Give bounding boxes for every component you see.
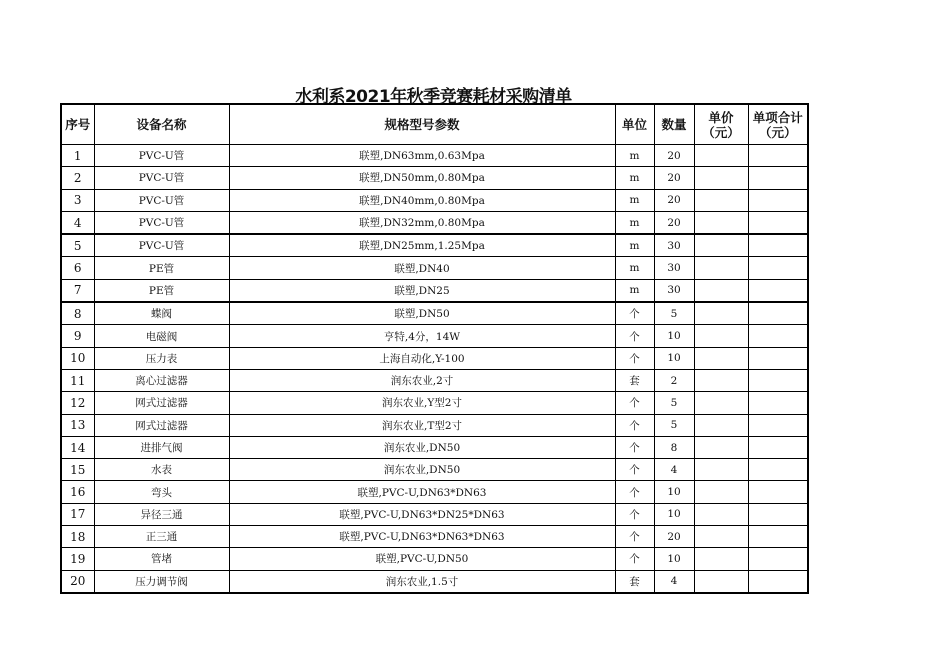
cell-quantity[interactable]: 10 [654, 325, 694, 347]
cell-unit-price[interactable] [694, 570, 748, 593]
cell-index[interactable]: 19 [61, 548, 94, 570]
cell-subtotal[interactable] [748, 257, 808, 279]
table-row [61, 392, 808, 414]
cell-index[interactable]: 14 [61, 436, 94, 458]
cell-unit-price[interactable] [694, 548, 748, 570]
cell-unit-price[interactable] [694, 414, 748, 436]
cell-subtotal[interactable] [748, 414, 808, 436]
cell-quantity[interactable]: 10 [654, 548, 694, 570]
cell-index[interactable]: 15 [61, 459, 94, 481]
cell-unit-price[interactable] [694, 234, 748, 257]
cell-quantity[interactable]: 10 [654, 503, 694, 525]
cell-name[interactable]: 压力表 [94, 347, 229, 369]
cell-subtotal[interactable] [748, 481, 808, 503]
cell-subtotal[interactable] [748, 459, 808, 481]
cell-spec[interactable]: 联塑,PVC-U,DN63*DN63*DN63 [229, 526, 615, 548]
cell-quantity[interactable]: 10 [654, 347, 694, 369]
cell-spec[interactable]: 润东农业,Y型2寸 [229, 392, 615, 414]
cell-quantity[interactable]: 20 [654, 167, 694, 189]
cell-subtotal[interactable] [748, 302, 808, 325]
cell-unit[interactable]: 套 [615, 570, 654, 593]
cell-spec[interactable]: 联塑,DN32mm,0.80Mpa [229, 211, 615, 234]
table-row [61, 257, 808, 279]
cell-subtotal[interactable] [748, 526, 808, 548]
cell-spec[interactable]: 润东农业,DN50 [229, 459, 615, 481]
cell-quantity[interactable]: 20 [654, 189, 694, 211]
cell-spec[interactable]: 联塑,DN63mm,0.63Mpa [229, 145, 615, 167]
cell-subtotal[interactable] [748, 503, 808, 525]
cell-quantity[interactable]: 5 [654, 302, 694, 325]
cell-subtotal[interactable] [748, 279, 808, 302]
cell-subtotal[interactable] [748, 436, 808, 458]
cell-spec[interactable]: 联塑,DN40mm,0.80Mpa [229, 189, 615, 211]
cell-subtotal[interactable] [748, 347, 808, 369]
cell-index[interactable]: 6 [61, 257, 94, 279]
cell-subtotal[interactable] [748, 325, 808, 347]
cell-name[interactable]: 进排气阀 [94, 436, 229, 458]
cell-name[interactable]: PVC-U管 [94, 211, 229, 234]
table-row [61, 459, 808, 481]
cell-spec[interactable]: 联塑,DN50 [229, 302, 615, 325]
table-row [61, 548, 808, 570]
cell-index[interactable]: 8 [61, 302, 94, 325]
header-spec: 规格型号参数 [229, 104, 615, 145]
table-row [61, 414, 808, 436]
cell-unit-price[interactable] [694, 459, 748, 481]
cell-unit[interactable]: 个 [615, 548, 654, 570]
cell-unit-price[interactable] [694, 503, 748, 525]
cell-subtotal[interactable] [748, 570, 808, 593]
cell-spec[interactable]: 润东农业,T型2寸 [229, 414, 615, 436]
cell-index[interactable]: 3 [61, 189, 94, 211]
cell-spec[interactable]: 联塑,PVC-U,DN63*DN63 [229, 481, 615, 503]
cell-name[interactable]: PVC-U管 [94, 189, 229, 211]
table-row [61, 211, 808, 234]
cell-unit-price[interactable] [694, 279, 748, 302]
cell-quantity[interactable]: 30 [654, 234, 694, 257]
cell-unit[interactable]: m [615, 234, 654, 257]
cell-index[interactable]: 13 [61, 414, 94, 436]
header-index: 序号 [61, 104, 94, 145]
cell-name[interactable]: 正三通 [94, 526, 229, 548]
table-row [61, 325, 808, 347]
cell-index[interactable]: 1 [61, 145, 94, 167]
cell-unit-price[interactable] [694, 167, 748, 189]
cell-unit[interactable]: 个 [615, 302, 654, 325]
cell-index[interactable]: 18 [61, 526, 94, 548]
cell-subtotal[interactable] [748, 211, 808, 234]
cell-name[interactable]: PVC-U管 [94, 167, 229, 189]
cell-index[interactable]: 17 [61, 503, 94, 525]
cell-unit-price[interactable] [694, 436, 748, 458]
cell-unit[interactable]: m [615, 189, 654, 211]
cell-name[interactable]: 网式过滤器 [94, 392, 229, 414]
cell-unit[interactable]: 个 [615, 325, 654, 347]
cell-name[interactable]: 水表 [94, 459, 229, 481]
cell-subtotal[interactable] [748, 392, 808, 414]
cell-name[interactable]: 网式过滤器 [94, 414, 229, 436]
cell-spec[interactable]: 润东农业,2寸 [229, 369, 615, 391]
cell-index[interactable]: 2 [61, 167, 94, 189]
cell-quantity[interactable]: 30 [654, 257, 694, 279]
cell-name[interactable]: 蝶阀 [94, 302, 229, 325]
table-row [61, 503, 808, 525]
cell-subtotal[interactable] [748, 167, 808, 189]
cell-unit[interactable]: 个 [615, 347, 654, 369]
cell-spec[interactable]: 润东农业,DN50 [229, 436, 615, 458]
table-row [61, 302, 808, 325]
cell-unit[interactable]: 个 [615, 414, 654, 436]
cell-name[interactable]: 管堵 [94, 548, 229, 570]
cell-quantity[interactable]: 20 [654, 211, 694, 234]
cell-unit[interactable]: 个 [615, 503, 654, 525]
cell-unit-price[interactable] [694, 257, 748, 279]
cell-index[interactable]: 11 [61, 369, 94, 391]
cell-unit-price[interactable] [694, 369, 748, 391]
cell-name[interactable]: PVC-U管 [94, 234, 229, 257]
cell-spec[interactable]: 联塑,PVC-U,DN50 [229, 548, 615, 570]
cell-quantity[interactable]: 2 [654, 369, 694, 391]
table-row [61, 570, 808, 593]
cell-index[interactable]: 7 [61, 279, 94, 302]
cell-quantity[interactable]: 30 [654, 279, 694, 302]
cell-unit[interactable]: 个 [615, 526, 654, 548]
cell-unit-price[interactable] [694, 211, 748, 234]
cell-quantity[interactable]: 5 [654, 414, 694, 436]
cell-quantity[interactable]: 10 [654, 481, 694, 503]
cell-subtotal[interactable] [748, 145, 808, 167]
cell-subtotal[interactable] [748, 548, 808, 570]
purchase-table [60, 103, 809, 594]
cell-quantity[interactable]: 4 [654, 570, 694, 593]
cell-unit[interactable]: 个 [615, 459, 654, 481]
cell-name[interactable]: 离心过滤器 [94, 369, 229, 391]
header-unit-price: 单价（元） [694, 104, 748, 145]
table-row [61, 369, 808, 391]
cell-subtotal[interactable] [748, 369, 808, 391]
table-row [61, 167, 808, 189]
cell-name[interactable]: PE管 [94, 279, 229, 302]
cell-quantity[interactable]: 20 [654, 145, 694, 167]
table-row [61, 526, 808, 548]
cell-name[interactable]: PE管 [94, 257, 229, 279]
cell-name[interactable]: 异径三通 [94, 503, 229, 525]
cell-name[interactable]: PVC-U管 [94, 145, 229, 167]
table-row [61, 234, 808, 257]
table-row [61, 279, 808, 302]
cell-quantity[interactable]: 4 [654, 459, 694, 481]
cell-index[interactable]: 12 [61, 392, 94, 414]
table-row [61, 189, 808, 211]
cell-unit[interactable]: 个 [615, 436, 654, 458]
cell-index[interactable]: 4 [61, 211, 94, 234]
cell-unit[interactable]: m [615, 257, 654, 279]
cell-quantity[interactable]: 8 [654, 436, 694, 458]
cell-index[interactable]: 9 [61, 325, 94, 347]
cell-unit-price[interactable] [694, 325, 748, 347]
cell-quantity[interactable]: 20 [654, 526, 694, 548]
cell-spec[interactable]: 联塑,DN40 [229, 257, 615, 279]
table-row [61, 436, 808, 458]
cell-unit-price[interactable] [694, 526, 748, 548]
cell-spec[interactable]: 亨特,4分，14W [229, 325, 615, 347]
header-unit: 单位 [615, 104, 654, 145]
cell-unit[interactable]: m [615, 145, 654, 167]
cell-quantity[interactable]: 5 [654, 392, 694, 414]
cell-index[interactable]: 16 [61, 481, 94, 503]
header-subtotal: 单项合计（元） [748, 104, 808, 145]
cell-index[interactable]: 5 [61, 234, 94, 257]
cell-unit-price[interactable] [694, 347, 748, 369]
cell-unit[interactable]: 套 [615, 369, 654, 391]
cell-index[interactable]: 10 [61, 347, 94, 369]
cell-unit[interactable]: m [615, 211, 654, 234]
header-quantity: 数量 [654, 104, 694, 145]
cell-spec[interactable]: 联塑,PVC-U,DN63*DN25*DN63 [229, 503, 615, 525]
header-name: 设备名称 [94, 104, 229, 145]
cell-spec[interactable]: 联塑,DN50mm,0.80Mpa [229, 167, 615, 189]
cell-subtotal[interactable] [748, 234, 808, 257]
cell-unit[interactable]: 个 [615, 481, 654, 503]
table-row [61, 481, 808, 503]
table-row [61, 145, 808, 167]
cell-index[interactable]: 20 [61, 570, 94, 593]
cell-name[interactable]: 压力调节阀 [94, 570, 229, 593]
cell-name[interactable]: 电磁阀 [94, 325, 229, 347]
cell-unit-price[interactable] [694, 302, 748, 325]
cell-unit[interactable]: 个 [615, 392, 654, 414]
cell-spec[interactable]: 联塑,DN25 [229, 279, 615, 302]
cell-unit[interactable]: m [615, 279, 654, 302]
cell-spec[interactable]: 联塑,DN25mm,1.25Mpa [229, 234, 615, 257]
cell-unit[interactable]: m [615, 167, 654, 189]
cell-spec[interactable]: 润东农业,1.5寸 [229, 570, 615, 593]
cell-spec[interactable]: 上海自动化,Y-100 [229, 347, 615, 369]
cell-unit-price[interactable] [694, 189, 748, 211]
header-row [61, 104, 808, 145]
table-row [61, 347, 808, 369]
cell-unit-price[interactable] [694, 392, 748, 414]
cell-name[interactable]: 弯头 [94, 481, 229, 503]
cell-unit-price[interactable] [694, 481, 748, 503]
cell-subtotal[interactable] [748, 189, 808, 211]
sheet-title: 水利系2021年秋季竞赛耗材采购清单 [295, 87, 572, 107]
cell-unit-price[interactable] [694, 145, 748, 167]
